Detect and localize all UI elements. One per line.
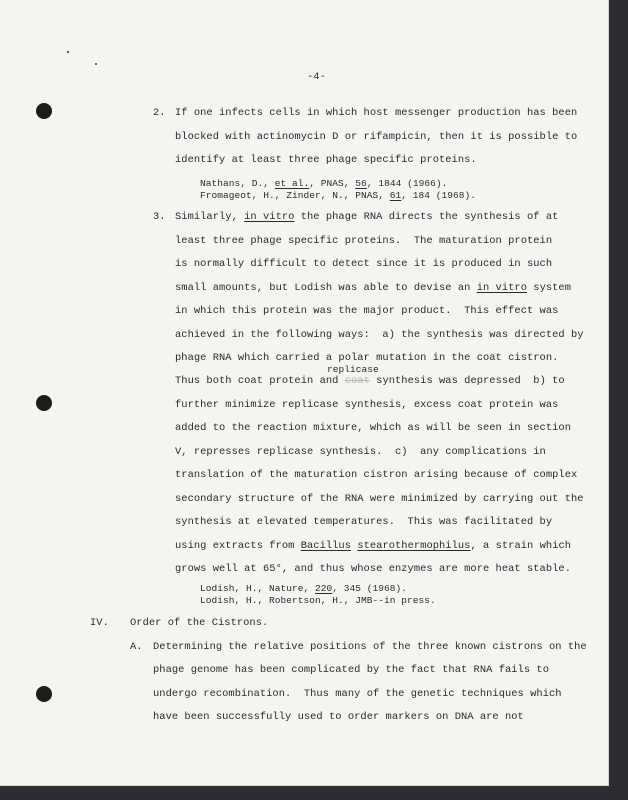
reference-lodish-nature: Lodish, H., Nature, 220, 345 (1968).: [200, 583, 408, 594]
item-a-line-1: Determining the relative positions of the three known cistrons on the: [153, 641, 587, 653]
item-3-line-16: grows well at 65°, and thus whose enzymes are more heat stable.: [175, 563, 571, 575]
item-3-number: 3.: [153, 211, 166, 223]
item-3-line-10: added to the reaction mixture, which as will be seen in section: [175, 422, 571, 434]
item-a-number: A.: [130, 641, 143, 653]
item-a-line-4: have been successfully used to order markers on DNA are not: [153, 711, 524, 723]
section-iv-number: IV.: [90, 617, 109, 629]
item-3-line-9: further minimize replicase synthesis, excess coat protein was: [175, 399, 559, 411]
reference-nathans: Nathans, D., et al., PNAS, 56, 1844 (1966).: [200, 178, 448, 189]
paper-speck: [95, 63, 97, 65]
item-3-line-1: Similarly, in vitro the phage RNA directs the synthesis of at: [175, 211, 559, 223]
section-iv-title: Order of the Cistrons.: [130, 617, 269, 629]
handwritten-insert-replicase: replicase: [327, 364, 379, 375]
item-a-line-3: undergo recombination. Thus many of the genetic techniques which: [153, 688, 562, 700]
item-2-line-1: If one infects cells in which host messenger production has been: [175, 107, 578, 119]
item-2-number: 2.: [153, 107, 166, 119]
item-3-line-12: translation of the maturation cistron arising because of complex: [175, 469, 578, 481]
item-2-line-3: identify at least three phage specific proteins.: [175, 154, 477, 166]
paper-speck: [67, 51, 69, 53]
punch-hole: [36, 103, 52, 119]
item-3-line-13: secondary structure of the RNA were minimized by carrying out the: [175, 493, 584, 505]
item-3-line-6: achieved in the following ways: a) the synthesis was directed by: [175, 329, 584, 341]
struck-word: coat: [344, 375, 370, 387]
item-3-line-7: phage RNA which carried a polar mutation in the coat cistron.: [175, 352, 559, 364]
page-number: -4-: [307, 71, 326, 83]
item-3-line-2: least three phage specific proteins. The maturation protein: [175, 235, 553, 247]
punch-hole: [36, 395, 52, 411]
item-a-line-2: phage genome has been complicated by the fact that RNA fails to: [153, 664, 549, 676]
reference-fromageot: Fromageot, H., Zinder, N., PNAS, 61, 184 (1968).: [200, 190, 477, 201]
item-3-line-15: using extracts from Bacillus stearothermophilus, a strain which: [175, 540, 572, 552]
item-3-line-5: in which this protein was the major product. This effect was: [175, 305, 559, 317]
item-3-line-3: is normally difficult to detect since it is produced in such: [175, 258, 553, 270]
item-2-line-2: blocked with actinomycin D or rifampicin, then it is possible to: [175, 131, 578, 143]
punch-hole: [36, 686, 52, 702]
item-3-line-8: Thus both coat protein and coat synthesis was depressed b) to: [175, 375, 565, 387]
item-3-line-11: V, represses replicase synthesis. c) any complications in: [175, 446, 546, 458]
item-3-line-14: synthesis at elevated temperatures. This was facilitated by: [175, 516, 553, 528]
reference-lodish-jmb: Lodish, H., Robertson, H., JMB--in press.: [200, 595, 436, 606]
item-3-line-4: small amounts, but Lodish was able to devise an in vitro system: [175, 282, 571, 294]
